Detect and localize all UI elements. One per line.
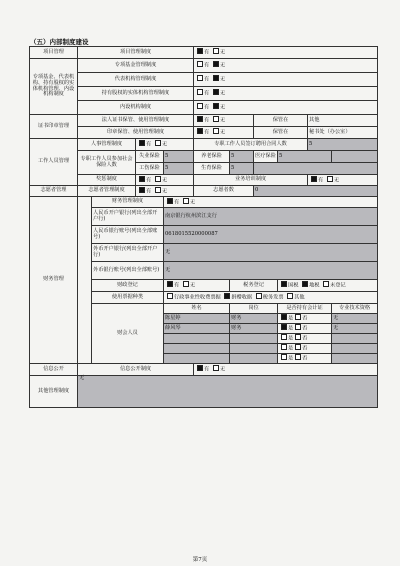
checkbox-admin-fee[interactable]: [167, 293, 173, 299]
contract-count: 5: [308, 139, 378, 151]
checkbox-national-tax[interactable]: [281, 281, 287, 287]
staff-mgmt-label: 工作人员管理: [30, 139, 78, 186]
accountant-row: 薛风琴 财务 是 否 无: [30, 324, 378, 334]
project-system-options: 有 无: [194, 47, 378, 59]
checkbox-no[interactable]: [155, 176, 161, 182]
checkbox-yes[interactable]: [197, 365, 203, 371]
checkbox-unregistered[interactable]: [323, 281, 329, 287]
checkbox-no[interactable]: [213, 128, 219, 134]
accountant-label: 财会人员: [92, 304, 164, 364]
checkbox-local-tax[interactable]: [302, 281, 308, 287]
checkbox-yes[interactable]: [139, 176, 145, 182]
checkbox-yes[interactable]: [197, 116, 203, 122]
checkbox-no[interactable]: [327, 176, 333, 182]
checkbox-no[interactable]: [183, 281, 189, 287]
accountant-row: 是 否: [30, 334, 378, 344]
checkbox-yes[interactable]: [167, 281, 173, 287]
other-system-label: 其他管理制度: [30, 376, 78, 408]
special-row-label: 代表机构管理制度: [78, 73, 194, 87]
finance-mgmt-label: 财务管理: [30, 197, 78, 364]
checkbox-yes[interactable]: [311, 176, 317, 182]
checkbox-no[interactable]: [213, 75, 219, 81]
checkbox-yes[interactable]: [139, 140, 145, 146]
checkbox-yes[interactable]: [197, 75, 203, 81]
special-fund-label: 专项基金、代表机构、持有股权的实体机构管理、内设机构制度: [30, 59, 78, 115]
rmb-bank-value: 南京银行杭州滨江支行: [164, 208, 378, 226]
checkbox-yes[interactable]: [197, 48, 203, 54]
checkbox-no[interactable]: [183, 198, 189, 204]
seal-mgmt-label: 证书印章管理: [30, 115, 78, 139]
checkbox-no[interactable]: [213, 365, 219, 371]
checkbox-no[interactable]: [155, 140, 161, 146]
section-title: （五）内部制度建设: [30, 38, 89, 46]
volunteer-count: 0: [254, 186, 378, 197]
special-row-label: 内设机构制度: [78, 101, 194, 115]
fx-bank-value: 无: [164, 244, 378, 262]
checkbox-no[interactable]: [155, 187, 161, 193]
internal-system-table: 项目管理 项目管理制度 有 无 专项基金、代表机构、持有股权的实体机构管理、内设机构制度 专项基金管理制度 有 无 代表机构管理制度 有 无 持有股权的实体机构管理制度 有 无 内设机构制度 有 无 证书印章管理 法人证书保管、使用管理制度 有 无 保管在 其他 印章保管、使用管理制度 有 无 保管在 秘书处（办公室） 工作人员管理 人事管理制度 有 无 专职工作人员签订聘用合同人数 5 专职工作人员参加社会保险人数 失业保险 5 养老保险 5 医疗保险 5 工伤保险 5 生育保险 5 奖惩制度 有 无 业务培训制度 有 无 志愿者管理 志愿者管理制度 有 无 志愿者数 0 财务管理 财务管理制度 有 无 人民币开户银行(列出全部开户行) 南京银行杭州滨江支行 人民币银行账号(列出全部账号) 0618015520000087 外币开户银行(列出全部开户行) 无 外币银行账号(列出全部账号) 无 财政登记 有 无 税务登记 国税 地税 未登记 使用票据种类 行政事业性收费票据 捐赠收据 税务发票 其他 财会人员 姓名 岗位 是否持有会计证 专业技术资格 陈星婷 财务 是 否 无 薛风琴 财务 是 否 无 是 否 是 否 是 否 信息公开 信息公开制度 有 无 其他管理制度 无: [29, 46, 378, 408]
checkbox-no[interactable]: [213, 48, 219, 54]
checkbox-yes[interactable]: [197, 61, 203, 67]
volunteer-mgmt-label: 志愿者管理: [30, 186, 78, 197]
other-system-value: 无: [78, 376, 378, 408]
checkbox-yes[interactable]: [167, 198, 173, 204]
checkbox-other[interactable]: [287, 293, 293, 299]
accountant-row: 是 否: [30, 354, 378, 364]
checkbox-yes[interactable]: [197, 89, 203, 95]
disclosure-label: 信息公开: [30, 364, 78, 376]
special-row-label: 专项基金管理制度: [78, 59, 194, 73]
checkbox-yes[interactable]: [197, 103, 203, 109]
checkbox-no[interactable]: [213, 103, 219, 109]
accountant-row: 是 否: [30, 344, 378, 354]
checkbox-no[interactable]: [213, 61, 219, 67]
seal-keeper-value: 秘书处（办公室）: [308, 127, 378, 139]
fx-account-value: 无: [164, 262, 378, 280]
checkbox-no[interactable]: [213, 116, 219, 122]
cert-keeper-value: 其他: [308, 115, 378, 127]
checkbox-donation[interactable]: [224, 293, 230, 299]
special-row-label: 持有股权的实体机构管理制度: [78, 87, 194, 101]
rmb-account-value: 0618015520000087: [164, 226, 378, 244]
checkbox-yes[interactable]: [197, 128, 203, 134]
checkbox-invoice[interactable]: [256, 293, 262, 299]
accountant-row: 陈星婷 财务 是 否 无: [30, 314, 378, 324]
project-mgmt-label: 项目管理: [30, 47, 78, 59]
project-system-label: 项目管理制度: [78, 47, 194, 59]
checkbox-yes[interactable]: [139, 187, 145, 193]
checkbox-no[interactable]: [213, 89, 219, 95]
page-number: 第7页: [192, 557, 208, 563]
